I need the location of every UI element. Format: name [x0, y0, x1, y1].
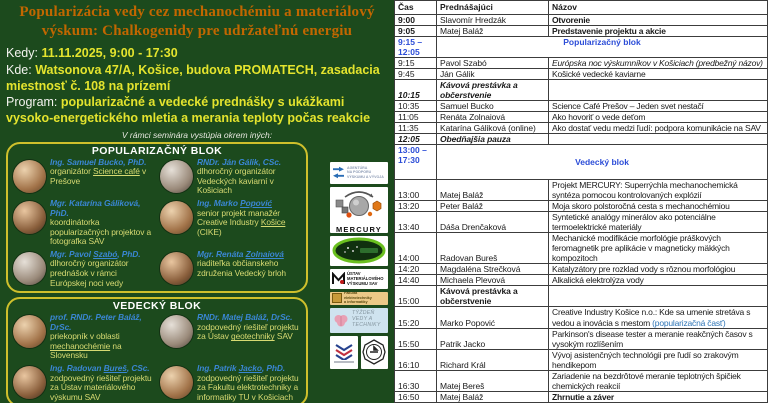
schedule-row: [395, 112, 768, 123]
link-text[interactable]: Bureš: [103, 363, 127, 374]
schedule-row: [395, 69, 768, 80]
tvt-text-line: TÝŽDEŇ: [352, 310, 375, 317]
time-cell: 9:15: [395, 58, 437, 69]
cvti-logo: [330, 336, 358, 369]
person-name: RNDr. Ján Gálik, CSc.: [197, 156, 282, 167]
schedule-row: [395, 370, 768, 391]
speaker-cell: Pavol Szabó: [437, 58, 549, 69]
tvt-text-line: TECHNIKY: [352, 322, 381, 329]
section-label-cell: Popularizačný blok: [437, 37, 768, 58]
illegible-text-bar: [334, 361, 354, 363]
info-value: popularizačné a vedecké prednášky s ukážkami vysoko-energetického mletia a merania teploty počas reakcie: [6, 95, 371, 126]
person-desc: priekopník v oblasti mechanochémie na Slovensku: [50, 331, 122, 361]
event-when: [6, 45, 388, 61]
time-cell: 13:20: [395, 201, 437, 212]
info-label: Kedy:: [6, 46, 38, 61]
speaker-cell: Patrik Jacko: [437, 328, 549, 349]
link-text[interactable]: geotechniky: [231, 331, 275, 342]
avatar: [13, 252, 46, 285]
block-scientific: [6, 297, 308, 403]
avatar: [160, 366, 193, 399]
avatar: [13, 201, 46, 234]
university-seal-logo: [361, 336, 389, 369]
schedule-row: [395, 307, 768, 328]
schedule-table: [394, 0, 768, 403]
info-label: Kde:: [6, 62, 32, 77]
schedule-row: [395, 26, 768, 37]
time-cell: 15:50: [395, 328, 437, 349]
speaker-cell: Peter Baláž: [437, 201, 549, 212]
info-label: Program:: [6, 95, 58, 110]
schedule-row: [395, 328, 768, 349]
time-cell: 10:15: [395, 80, 437, 101]
speaker-cell: Matej Baláž: [437, 391, 549, 402]
person-desc: koordinátorka popularizačných projektov a fotografka SAV: [50, 217, 152, 247]
title-cell: Európska noc výskumníkov v Košiciach (predbežný názov): [549, 58, 768, 69]
event-info: [6, 45, 388, 126]
poster-title: Popularizácia vedy cez mechanochémiu a materiálový výskum: Chalkogenidy pre udržateľnú energiu: [19, 4, 375, 40]
avatar: [160, 252, 193, 285]
person: [160, 199, 301, 247]
schedule-row: [395, 58, 768, 69]
speakers-note: V rámci seminára vystúpia okrem iných:: [121, 129, 273, 140]
speaker-blocks: [6, 142, 308, 401]
title-cell: Moja skoro polstoročná cesta s mechanochémiou: [549, 201, 768, 212]
person-text: [50, 364, 154, 402]
umv-icon: [332, 272, 345, 285]
geotechnics-ellipse-icon: [332, 237, 386, 264]
title-cell: Vývoj asistenčných technológii pre ľudí so zrakovým hendikepom: [549, 349, 768, 370]
person-text: [197, 158, 301, 196]
title-cell: Parkinson's disease tester a meranie reakčných časov s vysokým rozlíšením: [549, 328, 768, 349]
materials-research-institute-logo: [330, 269, 388, 289]
person-text: [197, 199, 301, 237]
schedule-row: [395, 212, 768, 233]
schedule-row: [395, 80, 768, 101]
person: [160, 364, 301, 402]
schedule-row: [395, 134, 768, 145]
time-cell: 10:35: [395, 101, 437, 112]
person-text: [197, 250, 301, 279]
event-where: [6, 62, 388, 95]
mercury-milling-icon: [333, 188, 385, 220]
partner-logos-row: [330, 336, 388, 369]
popularization-people: [13, 158, 301, 289]
person-desc: dlhoročný organizátor Vedeckých kaviarní v Košiciach: [197, 166, 276, 196]
col-header-speaker: Prednášajúci: [437, 1, 549, 15]
science-week-logo: [330, 308, 388, 333]
fei-icon: [332, 293, 342, 303]
time-cell: 12:05: [395, 134, 437, 145]
person: [13, 313, 154, 361]
apvv-text-line: NA PODPORU: [347, 170, 372, 175]
person-name: Ing. Patrik Jacko, PhD.: [197, 363, 286, 374]
time-cell: 15:20: [395, 307, 437, 328]
person: [13, 250, 154, 288]
speaker-cell: Matej Baláž: [437, 26, 549, 37]
time-cell: 16:10: [395, 349, 437, 370]
break-label-cell: Kávová prestávka a občerstvenie: [437, 80, 549, 101]
person: [13, 158, 154, 196]
geotechnics-institute-logo: [330, 236, 388, 266]
link-text[interactable]: Jacko: [238, 363, 262, 374]
col-header-title: Názov: [549, 1, 768, 15]
title-cell: Katalyzátory pre rozklad vody s rôznou morfológiou: [549, 264, 768, 275]
speaker-cell: Renáta Zolnaiová: [437, 112, 549, 123]
person-text: [50, 313, 154, 361]
block-popularization-title: POPULARIZAČNÝ BLOK: [91, 144, 223, 157]
schedule-row: [395, 180, 768, 201]
time-cell: 9:05: [395, 26, 437, 37]
time-cell: 9:15 – 12:05: [395, 37, 437, 58]
avatar: [160, 201, 193, 234]
break-label-cell: Kávová prestávka a občerstvenie: [437, 286, 549, 307]
title-cell: Ako dostať vedu medzi ľudí: podpora komunikácie na SAV: [549, 123, 768, 134]
info-value: 11.11.2025, 9:00 - 17:30: [41, 46, 178, 61]
link-text[interactable]: Popović: [240, 197, 272, 208]
apvv-text-line: AGENTÚRA: [347, 165, 368, 170]
time-cell: 13:00 – 17:30: [395, 145, 437, 180]
avatar: [13, 160, 46, 193]
cvti-waves-icon: [333, 342, 355, 360]
person-desc: zodpovedný riešiteľ projektu za Ústav materiálového výskumu SAV: [50, 372, 152, 402]
person-desc: dlhoročný organizátor prednášok v rámci Európskej noci vedy: [50, 258, 129, 288]
avatar: [13, 315, 46, 348]
speaker-cell: Slavomír Hredzák: [437, 15, 549, 26]
link-text[interactable]: mechanochémie: [50, 340, 111, 351]
schedule-row: [395, 123, 768, 134]
schedule-row: [395, 145, 768, 180]
fei-text-line: Fakulta elektrotechniky: [344, 291, 372, 300]
link-text[interactable]: Szabó: [93, 248, 118, 259]
umv-text-line: ÚSTAV: [347, 271, 361, 277]
person-text: [50, 250, 154, 288]
title-cell: Zhrnutie a záver: [549, 391, 768, 402]
person-name: Mgr. Pavol Szabó, PhD.: [50, 248, 141, 259]
title-cell: [549, 80, 768, 101]
person-desc: riaditeľka občianskeho združenia Vedecký brloh: [197, 258, 286, 278]
schedule-row: [395, 15, 768, 26]
person-name: Mgr. Renáta Zolnaiová: [197, 248, 284, 259]
person-name: RNDr. Matej Baláž, DrSc.: [197, 312, 293, 323]
speaker-cell: Marko Popović: [437, 307, 549, 328]
person-name: Mgr. Katarína Gáliková, PhD.: [50, 197, 141, 218]
person-desc: zodpovedný riešiteľ projektu za Fakultu elektrotechniky a informatiky TU v Košiciach: [197, 372, 299, 402]
speaker-cell: Katarína Gáliková (online): [437, 123, 549, 134]
speaker-cell: Matej Baláž: [437, 180, 549, 201]
partner-logos: [330, 162, 388, 401]
time-cell: 13:40: [395, 212, 437, 233]
speaker-cell: Ján Gálik: [437, 69, 549, 80]
avatar: [160, 315, 193, 348]
fei-text-line: a informatiky: [344, 300, 368, 305]
schedule-panel: [394, 0, 768, 403]
break-label-cell: Obedňajšia pauza: [437, 134, 549, 145]
seal-icon: [362, 339, 386, 365]
link-text[interactable]: Zolnaiová: [245, 248, 284, 259]
schedule-row: [395, 233, 768, 264]
brain-icon: [333, 313, 349, 328]
tvt-text-line: VEDY A: [352, 316, 373, 323]
person-name: prof. RNDr. Peter Baláž, DrSc.: [50, 312, 142, 332]
mercury-project-logo: [330, 187, 388, 233]
event-program: [6, 94, 388, 127]
schedule-row: [395, 275, 768, 286]
person: [160, 250, 301, 288]
link-text[interactable]: Košice: [260, 217, 286, 228]
time-cell: 15:00: [395, 286, 437, 307]
time-cell: 9:45: [395, 69, 437, 80]
time-cell: 14:20: [395, 264, 437, 275]
person-name: Ing. Samuel Bucko, PhD.: [50, 156, 147, 167]
section-label-cell: Vedecký blok: [437, 145, 768, 180]
umv-text-line: VÝSKUMU SAV: [347, 281, 378, 287]
speaker-cell: Radovan Bureš: [437, 233, 549, 264]
schedule-row: [395, 349, 768, 370]
time-cell: 11:05: [395, 112, 437, 123]
person: [13, 364, 154, 402]
title-cell: Science Café Prešov – Jeden svet nestačí: [549, 101, 768, 112]
speaker-cell: Samuel Bucko: [437, 101, 549, 112]
speaker-cell: Dáša Drenčaková: [437, 212, 549, 233]
person: [13, 199, 154, 247]
schedule-row: [395, 286, 768, 307]
link-text[interactable]: Science café: [93, 166, 140, 177]
speaker-cell: Matej Bereš: [437, 370, 549, 391]
scientific-people: [13, 313, 301, 402]
time-cell: 13:00: [395, 180, 437, 201]
person-text: [50, 199, 154, 247]
title-cell: Creative Industry Košice n.o.: Kde sa umenie stretáva s vedou a inovácia s mestom (popularizačná časť): [549, 307, 768, 328]
person-desc: organizátor Science café v Prešove: [50, 166, 147, 186]
title-cell: Alkalická elektrolýza vody: [549, 275, 768, 286]
apvv-text-line: VÝSKUMU A VÝVOJA: [347, 174, 384, 179]
schedule-row: [395, 264, 768, 275]
schedule-row: [395, 391, 768, 402]
schedule-header-row: [395, 1, 768, 15]
person: [160, 158, 301, 196]
title-cell: Ako hovoriť o vede deťom: [549, 112, 768, 123]
avatar: [13, 366, 46, 399]
speaker-cell: Magdaléna Strečková: [437, 264, 549, 275]
block-scientific-title: VEDECKÝ BLOK: [112, 300, 202, 313]
title-cell: Predstavenie projektu a akcie: [549, 26, 768, 37]
person-text: [197, 313, 301, 342]
title-cell: Syntetické analógy minerálov ako potenciálne termoelektrické materiály: [549, 212, 768, 233]
person-text: [197, 364, 301, 402]
fei-faculty-logo: [330, 292, 388, 305]
person-text: [50, 158, 154, 187]
title-cell: Mechanické modifikácie morfológie práškových feromagnetik pre aplikácie v magneticky mäkkých kompozitoch: [549, 233, 768, 264]
title-cell: Zariadenie na bezdrôtové meranie teplotných špičiek chemických reakcií: [549, 370, 768, 391]
block-popularization: [6, 142, 308, 294]
info-value: Watsonova 47/A, Košice, budova PROMATECH, zasadacia miestnosť č. 108 na prízemí: [6, 62, 380, 93]
schedule-row: [395, 101, 768, 112]
title-cell: [549, 286, 768, 307]
title-suffix: (popularizačná časť): [652, 317, 726, 328]
schedule-row: [395, 201, 768, 212]
time-cell: 16:30: [395, 370, 437, 391]
time-cell: 14:00: [395, 233, 437, 264]
col-header-time: Čas: [395, 1, 437, 15]
person-name: Ing. Radovan Bureš, CSc.: [50, 363, 150, 374]
time-cell: 16:50: [395, 391, 437, 402]
avatar: [160, 160, 193, 193]
person-desc: senior projekt manažér Creative Industry Košice (CIKE): [197, 207, 286, 237]
apvv-arrows-icon: [332, 166, 345, 179]
title-cell: [549, 134, 768, 145]
poster-body: [6, 142, 388, 401]
time-cell: 11:35: [395, 123, 437, 134]
speaker-cell: Richard Král: [437, 349, 549, 370]
apvv-logo: [330, 162, 388, 184]
person-desc: zodpovedný riešiteľ projektu za Ústav geotechniky SAV: [197, 321, 299, 342]
time-cell: 9:00: [395, 15, 437, 26]
title-cell: Otvorenie: [549, 15, 768, 26]
time-cell: 14:40: [395, 275, 437, 286]
title-cell: Košické vedecké kaviarne: [549, 69, 768, 80]
speaker-cell: Michaela Plevová: [437, 275, 549, 286]
umv-text-line: MATERIÁLOVÉHO: [347, 276, 384, 282]
mercury-logo-text: MERCURY: [335, 224, 383, 233]
person: [160, 313, 301, 361]
person-name: Ing. Marko Popović: [197, 197, 272, 208]
schedule-row: [395, 37, 768, 58]
title-cell: Projekt MERCURY: Superrýchla mechanochemická syntéza pomocou kontrolovaných explózií: [549, 180, 768, 201]
